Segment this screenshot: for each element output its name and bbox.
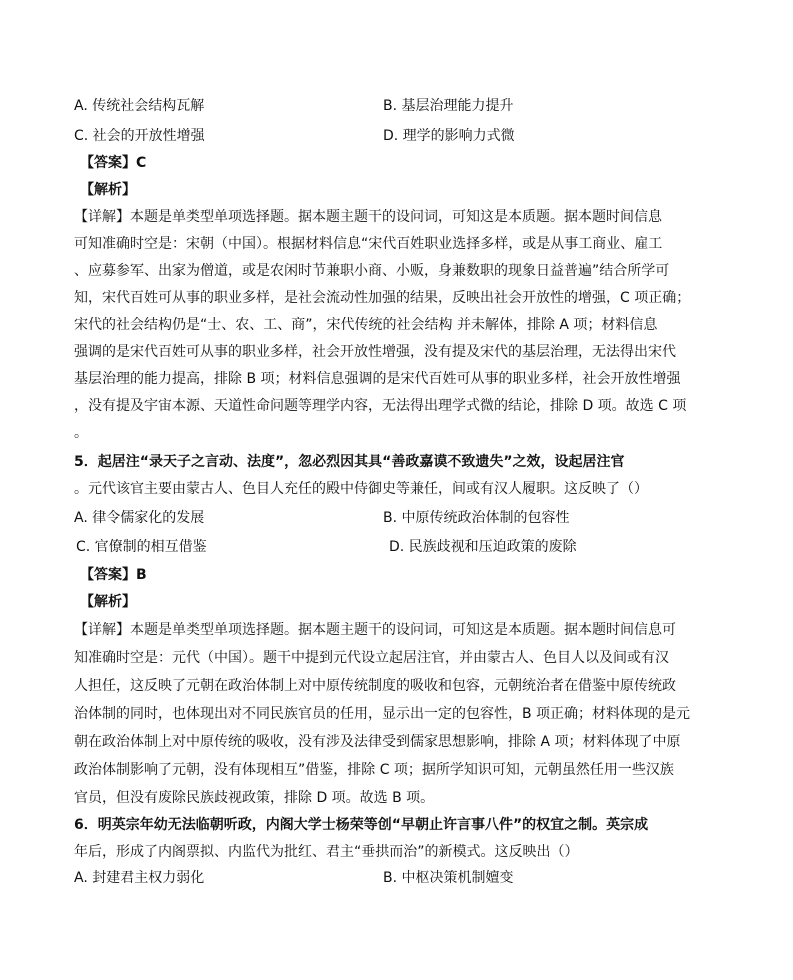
q4-detail-line: ，没有提及宇宙本源、天道性命问题等理学内容，无法得出理学式微的结论，排除 D 项。故选 C 项: [74, 398, 687, 414]
q5-answer: 【答案】B: [80, 567, 147, 583]
q4-detail-line: 强调的是宋代百姓可从事的职业多样，社会开放性增强，没有提及宋代的基层治理，无法得出宋代: [74, 344, 676, 360]
q5-detail-line: 朝在政治体制上对中原传统的吸收，没有涉及法律受到儒家思想影响，排除 A 项；材料体现了中原: [74, 734, 681, 750]
q4-detail-line: 【详解】本题是单类型单项选择题。据本题主题干的设问词，可知这是本质题。据本题时间信息: [74, 209, 662, 225]
q6-option-a: A. 封建君主权力弱化: [74, 870, 205, 886]
q5-option-d: D. 民族歧视和压迫政策的废除: [389, 539, 577, 555]
q5-stem-line: 。元代该官主要由蒙古人、色目人充任的殿中侍御史等兼任，间或有汉人履职。这反映了（）: [74, 481, 648, 497]
q4-option-d: D. 理学的影响力式微: [383, 128, 515, 144]
q5-detail-line: 治体制的同时，也体现出对不同民族官员的任用，显示出一定的包容性，B 项正确；材料体现的是元: [74, 706, 691, 722]
q6-option-b: B. 中枢决策机制嬗变: [383, 870, 514, 886]
q4-detail-line: 。: [74, 425, 88, 441]
q4-detail-line: 宋代的社会结构仍是“士、农、工、商”，宋代传统的社会结构 并未解体，排除 A 项；材料信息: [74, 317, 658, 333]
q4-detail-line: 基层治理的能力提高，排除 B 项；材料信息强调的是宋代百姓可从事的职业多样，社会开放性增强: [74, 371, 681, 387]
q5-detail-line: 【详解】本题是单类型单项选择题。据本题主题干的设问词，可知这是本质题。据本题时间信息可: [74, 622, 676, 638]
q5-detail-line: 人担任，这反映了元朝在政治体制上对中原传统制度的吸收和包容，元朝统治者在借鉴中原传统政: [74, 678, 676, 694]
q4-detail-line: 知，宋代百姓可从事的职业多样，是社会流动性加强的结果，反映出社会开放性的增强，C 项正确；: [74, 290, 691, 306]
q5-option-b: B. 中原传统政治体制的包容性: [383, 510, 570, 526]
q5-option-c: C. 官僚制的相互借鉴: [76, 539, 207, 555]
q4-analysis-label: 【解析】: [80, 182, 136, 198]
q6-stem-line: 6．明英宗年幼无法临朝听政，内阁大学士杨荣等创“早朝止许言事八件”的权宜之制。英宗成: [74, 817, 649, 833]
q4-detail-line: 、应募参军、出家为僧道，或是农闲时节兼职小商、小贩，身兼数职的现象日益普遍”结合所学可: [74, 263, 670, 279]
q5-detail-line: 知准确时空是：元代（中国）。题干中提到元代设立起居注官，并由蒙古人、色目人以及间或有汉: [74, 650, 669, 666]
q4-option-b: B. 基层治理能力提升: [383, 98, 514, 114]
q5-analysis-label: 【解析】: [80, 594, 136, 610]
q6-stem-line: 年后，形成了内阁票拟、内监代为批红、君主“垂拱而治”的新模式。这反映出（）: [74, 844, 579, 860]
q5-detail-line: 官员，但没有废除民族歧视政策，排除 D 项。故选 B 项。: [74, 790, 435, 806]
q4-answer: 【答案】C: [80, 155, 147, 171]
q5-option-a: A. 律令儒家化的发展: [74, 510, 205, 526]
q5-detail-line: 政治体制影响了元朝，没有体现相互”借鉴，排除 C 项；据所学知识可知，元朝虽然任用一些汉族: [74, 762, 674, 778]
q4-option-a: A. 传统社会结构瓦解: [74, 98, 205, 114]
q4-detail-line: 可知准确时空是：宋朝（中国）。根据材料信息“宋代百姓职业选择多样，或是从事工商业、雇工: [74, 236, 663, 252]
q5-stem-line: 5．起居注“录天子之言动、法度”，忽必烈因其具“善政嘉谟不致遗失”之效，设起居注官: [74, 454, 625, 470]
q4-option-c: C. 社会的开放性增强: [74, 128, 205, 144]
